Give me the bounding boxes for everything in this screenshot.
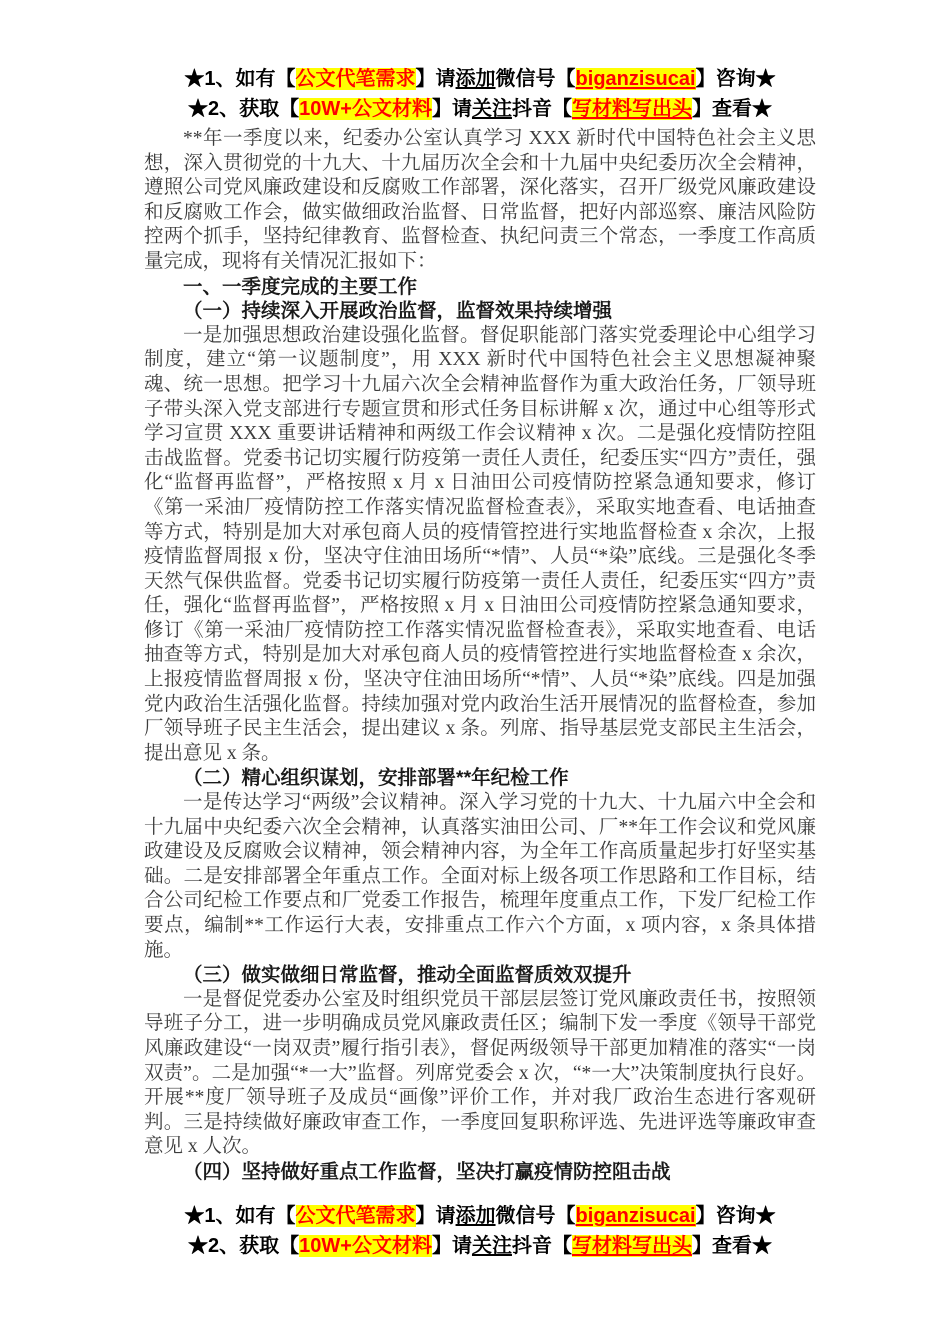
promo1-wechat-account: biganzisucai xyxy=(575,68,696,90)
para-daily-supervision: 一是督促党委办公室及时组织党员干部层层签订党风廉政责任书，按照领导班子分工，进一步明确成员党风廉政责任区；编制下发一季度《领导干部党风廉政建设“一岗双责”履行指引表》，督促两级领导干部更加精准的落实“一岗双责”。二是加强“*一大”监督。列席党委会 x 次，“*一大”决策制度执行良好。开展**度厂领导班子及成员“画像”评价工作，并对我厂政治生态进行客观研判。三是持续做好廉政审查工作，一季度回复职称评选、先进评选等廉政审查意见 x 人次。 xyxy=(144,988,816,1158)
promo1-mid1: 】请 xyxy=(415,68,456,90)
document-body xyxy=(144,127,816,1185)
promo2-highlight-materials: 10W+公文材料 xyxy=(299,98,432,120)
promo1-footer-mid1: 】请 xyxy=(415,1204,456,1227)
promo2-douyin-account: 写材料写出头 xyxy=(571,98,692,120)
para-political-supervision: 一是加强思想政治建设强化监督。督促职能部门落实党委理论中心组学习制度，建立“第一议题制度”，用 XXX 新时代中国特色社会主义思想凝神聚魂、统一思想。把学习十九届六次全会精神监督作为重大政治任务，厂领导班子带头深入党支部进行专题宣贯和形式任务目标讲解 x 次，通过中心组等形式学习宣贯 XXX 重要讲话精神和两级工作会议精神 x 次。二是强化疫情防控阻击战监督。党委书记切实履行防疫第一责任人责任，纪委压实“四方”责任，强化“监督再监督”，严格按照 x 月 x 日油田公司疫情防控紧急通知要求，修订《第一采油厂疫情防控工作落实情况监督检查表》，采取实地查看、电话抽查等方式，特别是加大对承包商人员的疫情管控进行实地监督检查 x 余次，上报疫情监督周报 x 份，坚决守住油田场所“*情”、人员“*染”底线。三是强化冬季天然气保供监督。党委书记切实履行防疫第一责任人责任，纪委压实“四方”责任，强化“监督再监督”，严格按照 x 月 x 日油田公司疫情防控紧急通知要求，修订《第一采油厂疫情防控工作落实情况监督检查表》，采取实地查看、电话抽查等方式，特别是加大对承包商人员的疫情管控进行实地监督检查 x 余次，上报疫情监督周报 x 份，坚决守住油田场所“*情”、人员“*染”底线。四是加强党内政治生活强化监督。持续加强对党内政治生活开展情况的监督检查，参加厂领导班子民主生活会，提出建议 x 条。列席、指导基层党支部民主生活会，提出意见 x 条。 xyxy=(144,324,816,764)
promo2-footer-mid1: 】请 xyxy=(431,1234,472,1257)
promo-header-line-1 xyxy=(144,64,816,94)
promo2-footer-prefix: ★2、获取【 xyxy=(188,1234,300,1257)
para-plan-deploy: 一是传达学习“两级”会议精神。深入学习党的十九大、十九届六中全会和十九届中央纪委六次全会精神，认真落实油田公司、厂**年工作会议和党风廉政建设及反腐败会议精神，领会精神内容，为全年工作高质量起步打好坚实基础。二是安排部署全年重点工作。全面对标上级各项工作思路和工作目标，结合公司纪检工作要点和厂党委工作报告，梳理年度重点工作，下发厂纪检工作要点，编制**工作运行大表，安排重点工作六个方面，x 项内容，x 条具体措施。 xyxy=(144,792,816,961)
heading-sub-1: （一）持续深入开展政治监督，监督效果持续增强 xyxy=(183,300,613,323)
promo1-footer-suffix: 】咨询★ xyxy=(695,1204,776,1227)
promo2-footer-suffix: 】查看★ xyxy=(691,1234,772,1257)
promo1-footer-underline-add: 添加 xyxy=(455,1204,496,1227)
promo-footer-line-1 xyxy=(144,1201,816,1231)
promo1-footer-highlight-service: 公文代笔需求 xyxy=(295,1204,416,1227)
promo1-underline-add: 添加 xyxy=(455,68,496,90)
promo2-footer-highlight-materials: 10W+公文材料 xyxy=(299,1234,432,1257)
promo1-prefix: ★1、如有【 xyxy=(184,68,296,90)
promo1-footer-wechat-account: biganzisucai xyxy=(575,1204,696,1227)
para-intro: **年一季度以来，纪委办公室认真学习 XXX 新时代中国特色社会主义思想，深入贯彻党的十九大、十九届历次全会和十九届中央纪委历次全会精神，遵照公司党风廉政建设和反腐败工作部署，深化落实，召开厂级党风廉政建设和反腐败工作会，做实做细政治监督、日常监督，把好内部巡察、廉洁风险防控两个抓手，坚持纪律教育、监督检查、执纪问责三个常态，一季度工作高质量完成，现将有关情况汇报如下： xyxy=(144,128,816,272)
promo2-mid2: 抖音【 xyxy=(511,98,572,120)
promo2-footer-mid2: 抖音【 xyxy=(511,1234,572,1257)
promo-footer xyxy=(144,1201,816,1261)
promo1-suffix: 】咨询★ xyxy=(695,68,776,90)
promo2-footer-douyin-account: 写材料写出头 xyxy=(571,1234,692,1257)
promo2-underline-follow: 关注 xyxy=(471,98,512,120)
heading-sub-2: （二）精心组织谋划，安排部署**年纪检工作 xyxy=(183,767,569,790)
promo2-mid1: 】请 xyxy=(431,98,472,120)
promo2-footer-underline-follow: 关注 xyxy=(471,1234,512,1257)
heading-section-1: 一、一季度完成的主要工作 xyxy=(183,275,418,298)
promo-header-line-2 xyxy=(144,94,816,124)
promo-header xyxy=(144,64,816,124)
promo2-prefix: ★2、获取【 xyxy=(188,98,300,120)
promo1-footer-mid2: 微信号【 xyxy=(495,1204,576,1227)
promo1-highlight-service: 公文代笔需求 xyxy=(295,68,416,90)
heading-sub-3: （三）做实做细日常监督，推动全面监督质效双提升 xyxy=(183,964,632,987)
promo1-mid2: 微信号【 xyxy=(495,68,576,90)
promo1-footer-prefix: ★1、如有【 xyxy=(184,1204,296,1227)
promo2-suffix: 】查看★ xyxy=(691,98,772,120)
promo-footer-line-2 xyxy=(144,1231,816,1261)
heading-sub-4: （四）坚持做好重点工作监督，坚决打赢疫情防控阻击战 xyxy=(183,1160,671,1183)
